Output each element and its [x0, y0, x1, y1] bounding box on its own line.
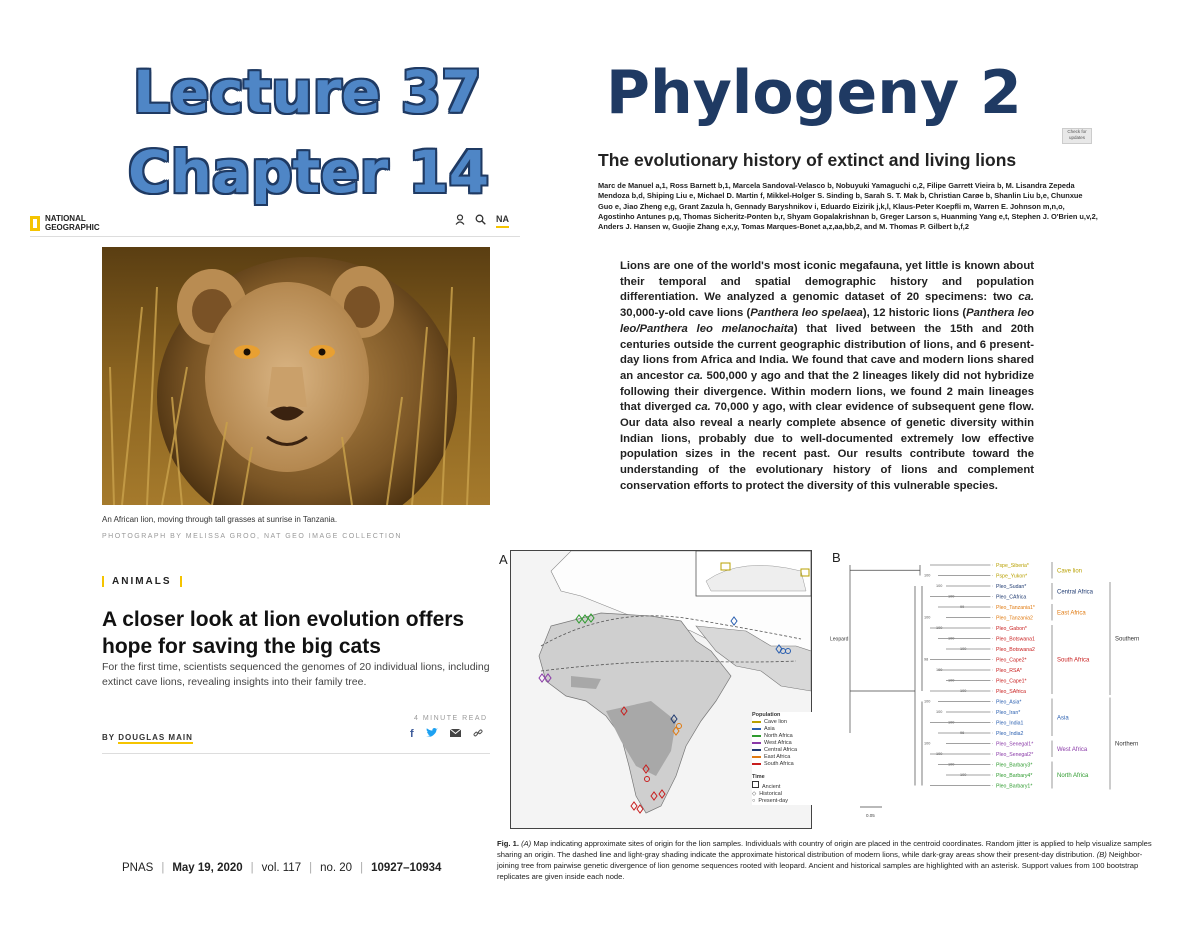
byline [102, 733, 193, 742]
support-value: 100 [936, 752, 943, 756]
legend-swatch [752, 742, 761, 744]
support-value: 100 [936, 710, 943, 714]
abstract-ca: ca. [1018, 291, 1034, 304]
legend-item [752, 740, 818, 747]
support-value: 100 [936, 668, 943, 672]
abstract-text: Lions are one of the world's most iconic megafauna, yet little is known about their temporal and spatial demographic history and population differentiation. We analyzed a genomic dataset of 20 specimens: two [620, 260, 1034, 304]
phylogenetic-tree [830, 555, 1160, 825]
legend-title: Population [752, 712, 781, 718]
email-icon[interactable] [450, 728, 461, 741]
legend-item [752, 726, 818, 733]
volume: vol. 117 [261, 862, 302, 874]
support-value: 100 [948, 762, 955, 767]
support-value: 100 [924, 741, 931, 746]
time-label: Historical [759, 791, 782, 797]
abstract-ca: ca. [687, 369, 704, 382]
support-value: 100 [948, 720, 955, 725]
natgeo-header-icons [455, 214, 509, 228]
legend-item [752, 754, 818, 761]
section-bar-right [180, 576, 182, 587]
support-value: 100 [948, 678, 955, 683]
support-value: 100 [924, 615, 931, 620]
article-dek: For the first time, scientists sequenced the genomes of 20 individual lions, including extinct cave lions, revealing insights into their family tree. [102, 661, 490, 688]
share-bar [410, 728, 483, 741]
legend-label: Central Africa [764, 747, 798, 753]
tree-leaf-label: Pleo_Botswana1 [996, 636, 1035, 643]
tree-leaf-label: Pleo_India2 [996, 731, 1024, 737]
natgeo-frame-icon [30, 216, 40, 231]
legend-label: Asia [764, 726, 775, 732]
search-icon[interactable] [475, 214, 486, 228]
issue: no. 20 [320, 862, 353, 874]
lion-photo [102, 247, 490, 505]
support-value: 100 [936, 626, 943, 630]
byline-divider [102, 753, 490, 754]
figure-caption [497, 838, 1157, 882]
logo-line-1: NATIONAL [45, 214, 86, 223]
support-value: 99 [960, 605, 965, 609]
support-value: 100 [936, 584, 943, 588]
link-icon[interactable] [473, 728, 483, 741]
legend-swatch [752, 756, 761, 758]
section-label: ANIMALS [112, 576, 172, 587]
support-value: 98 [924, 657, 929, 662]
legend-label: North Africa [764, 733, 793, 739]
legend-item [752, 747, 818, 754]
legend-label: South Africa [764, 761, 794, 767]
author-link[interactable]: DOUGLAS MAIN [118, 733, 193, 742]
scale-label: 0.05 [866, 813, 875, 818]
population-legend [752, 719, 818, 768]
time-legend-ancient [752, 781, 818, 791]
abstract-text: 30,000-y-old cave lions ( [620, 307, 751, 320]
header-divider [30, 236, 520, 237]
tree-leaf-label: Pleo_Tanzania2 [996, 615, 1033, 622]
facebook-icon[interactable]: f [410, 728, 414, 740]
abstract-text: 500,000 y ago and that the 2 lineages likely did not hybridize following their divergence. Within modern lions, we found 2 main lineages that diverged [620, 369, 1034, 414]
section-tag[interactable] [102, 576, 182, 587]
author-list: Marc de Manuel a,1, Ross Barnett b,1, Marcela Sandoval-Velasco b, Nobuyuki Yamaguchi c,2, Filipe Garrett Vieira b, M. Lisandra Zepeda Mendoza b,d, Shiping Liu e, Michael D. Martin f, Mikkel-Holger S. Sinding b, Sarah S. T. Mak b, Christian Carøe b, Shanlin Liu b,e, Chunxue Guo e, Jiao Zheng e,g, Grant Zazula h, Gennady Baryshnikov i, Eduardo Eizirik j,k,l, Klaus-Peter Koepfli m, Warren E. Johnson m,n,o, Agostinho Antunes p,q, Thomas Sicheritz-Ponten b,r, Shyam Gopalakrishnan b, Greger Larson s, Huanming Yang e,t, Stephen J. O'Brien u,v,2, Anders J. Hansen w, Guojie Zhang e,x,y, Tomas Marques-Bonet a,z,aa,bb,2, and M. Thomas P. Gilbert b,f,2 [598, 181, 1098, 232]
tree-leaf-label: Pleo_Senegal1* [996, 741, 1034, 748]
natgeo-logo[interactable] [30, 212, 150, 234]
group-label: Northern [1115, 741, 1139, 748]
abstract-text: ), 12 historic lions ( [862, 307, 967, 320]
check-updates-badge[interactable]: Check for updates [1062, 128, 1092, 144]
slide-title: Phylogeny 2 [606, 58, 1022, 128]
support-value: 96 [960, 731, 965, 735]
support-value: 100 [960, 689, 967, 693]
legend-label: West Africa [764, 740, 792, 746]
clade-label: East Africa [1057, 610, 1086, 617]
read-time: 4 MINUTE READ [414, 715, 488, 722]
legend-swatch [752, 735, 761, 737]
page-range: 10927–10934 [371, 862, 442, 874]
figure-a-label: A [499, 552, 508, 567]
journal-name: PNAS [122, 862, 154, 874]
legend-item [752, 733, 818, 740]
legend-swatch [752, 763, 761, 765]
time-label: Ancient [762, 784, 781, 790]
abstract [620, 259, 1034, 495]
twitter-icon[interactable] [426, 728, 438, 741]
tree-leaf-label: Pleo_Gabon* [996, 626, 1027, 632]
tree-leaf-label: Pspe_Siberia* [996, 563, 1029, 569]
group-label: Southern [1115, 636, 1140, 643]
legend-swatch [752, 728, 761, 730]
tree-leaf-label: Pleo_Cape1* [996, 678, 1027, 685]
tree-leaf-label: Pleo_CAfrica [996, 594, 1027, 601]
tree-leaf-label: Pleo_Sudan* [996, 584, 1027, 590]
clade-label: South Africa [1057, 657, 1090, 664]
caption-text: Neighbor-joining tree from pairwise genetic divergence of lion genome sequences rooted with leopard. Ancient and historical samples are highlighted with an asterisk. Support values from 100 bootstrap replicates are given inside each node. [497, 850, 1143, 881]
tree-leaf-label: Pleo_RSA* [996, 668, 1022, 674]
support-value: 100 [924, 699, 931, 704]
tree-leaf-label: Pleo_Tanzania1* [996, 605, 1035, 611]
paper-title: The evolutionary history of extinct and living lions [598, 150, 1017, 170]
caption-panel-b: (B) [1096, 850, 1107, 859]
support-value: 100 [948, 636, 955, 641]
legend-item [752, 761, 818, 768]
tree-leaf-label: Pleo_Barbary4* [996, 773, 1033, 779]
tree-leaf-label: Pleo_Barbary1* [996, 783, 1033, 790]
chapter-number: Chapter 14 [128, 138, 490, 206]
section-bar-left [102, 576, 104, 587]
lecture-number: Lecture 37 [133, 58, 482, 126]
tree-leaf-label: Pleo_Senegal2* [996, 752, 1034, 758]
tree-leaf-label: Pspe_Yukon* [996, 573, 1028, 580]
nav-partial[interactable]: NA [496, 214, 509, 228]
tree-leaf-label: Pleo_India1 [996, 720, 1024, 727]
clade-label: West Africa [1057, 746, 1088, 753]
tree-leaf-label: Pleo_Iran* [996, 710, 1021, 716]
tree-leaf-label: Pleo_Asia* [996, 699, 1022, 706]
clade-label: Central Africa [1057, 589, 1094, 596]
time-legend-historical: ◇ Historical [752, 791, 782, 797]
support-value: 100 [948, 594, 955, 599]
clade-label: Asia [1057, 715, 1069, 722]
byline-prefix: BY [102, 733, 115, 742]
abstract-ca: ca. [695, 401, 711, 414]
legend-swatch [752, 721, 761, 723]
article-headline: A closer look at lion evolution offers hope for saving the big cats [102, 608, 465, 658]
pub-date: May 19, 2020 [172, 862, 243, 874]
time-legend-title: Time [752, 774, 765, 780]
abstract-text: 70,000 y ago, with clear evidence of subsequent gene flow. Our data also reveal a nearly complete absence of genetic diversity within Indian lions, probably due to well-documented extremely low effective population sizes in the recent past. Our results contribute toward the understanding of the evolutionary history of lions and complement conservation efforts to protect the diversity of this vulnerable species. [620, 401, 1034, 492]
tree-leaf-label: Pleo_Cape2* [996, 657, 1027, 664]
species-name: Panthera leo spelaea [750, 307, 863, 320]
support-value: 100 [960, 773, 967, 777]
caption-text: Map indicating approximate sites of origin for the lion samples. Individuals with country of origin are placed in the centroid coordinates. Random jitter is applied to help visualize samples sharing an origin. The dashed line and light-gray shading indicate the approximate historical distribution of modern lions, while dark-gray areas show their present-day distribution. [497, 839, 1152, 859]
tree-leaf-label: Pleo_Botswana2 [996, 647, 1035, 653]
pnas-citation: PNAS | May 19, 2020 | vol. 117 | no. 20 | 10927–10934 [122, 862, 442, 874]
legend-label: East Africa [764, 754, 791, 760]
photo-credit: PHOTOGRAPH BY MELISSA GROO, NAT GEO IMAGE COLLECTION [102, 533, 402, 540]
abstract-text: ) that lived between the 15th and 20th centuries outside the current geographic distribution of lions, and 6 present-day lions from Africa and India. We found that cave and modern lions shared an ancestor [620, 322, 1034, 382]
support-value: 100 [960, 647, 967, 651]
time-legend-present: ○ Present-day [752, 798, 788, 804]
figure-b-label: B [832, 550, 841, 565]
legend-item [752, 719, 818, 726]
legend-swatch [752, 749, 761, 751]
outgroup-label: Leopard [830, 636, 849, 643]
map-legend [752, 712, 818, 805]
user-icon[interactable] [455, 214, 465, 228]
legend-label: Cave lion [764, 719, 787, 725]
photo-caption: An African lion, moving through tall grasses at sunrise in Tanzania. [102, 515, 338, 524]
tree-leaf-label: Pleo_Barbary3* [996, 762, 1033, 769]
species-name: Panthera leo leo/Panthera leo melanochaita [620, 307, 1034, 335]
clade-label: Cave lion [1057, 568, 1083, 575]
clade-label: North Africa [1057, 773, 1089, 779]
caption-panel-a: (A) [521, 839, 532, 848]
logo-line-2: GEOGRAPHIC [45, 223, 100, 232]
tree-leaf-label: Pleo_SAfrica [996, 689, 1026, 695]
support-value: 100 [924, 573, 931, 578]
time-label: Present-day [758, 798, 788, 804]
caption-label: Fig. 1. [497, 839, 519, 848]
